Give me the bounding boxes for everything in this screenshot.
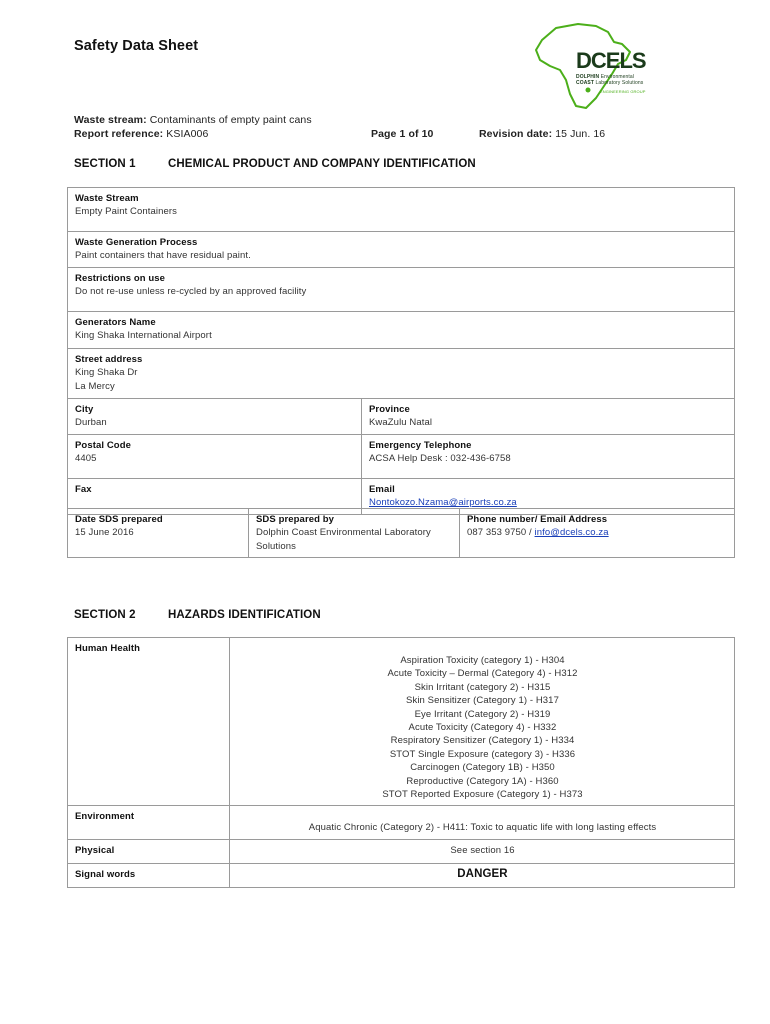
- section-1-title: CHEMICAL PRODUCT AND COMPANY IDENTIFICATION: [168, 158, 476, 170]
- logo-coast: COAST: [576, 80, 594, 86]
- hazard-item: Reproductive (Category 1A) - H360: [406, 775, 559, 787]
- generator-label: Generators Name: [75, 316, 156, 328]
- section-2-number: SECTION 2: [74, 609, 136, 621]
- report-reference-line: [74, 128, 208, 140]
- email-label: Email: [369, 483, 395, 495]
- postal-code-value: 4405: [75, 453, 97, 465]
- report-reference-value: KSIA006: [166, 128, 209, 140]
- hazard-item: Acute Toxicity (Category 4) - H332: [408, 722, 557, 734]
- section-1-table: [67, 187, 735, 399]
- hazard-item: Skin Irritant (category 2) - H315: [414, 681, 551, 693]
- emergency-telephone-label: Emergency Telephone: [369, 439, 472, 451]
- restrictions-label: Restrictions on use: [75, 272, 166, 284]
- signal-word-danger: DANGER: [457, 868, 508, 881]
- prepared-by-value: Dolphin Coast Environmental Laboratory Solutions: [256, 527, 431, 552]
- section-2-title: HAZARDS IDENTIFICATION: [168, 609, 321, 621]
- waste-stream-line: [74, 114, 312, 126]
- logo-dolphin: DOLPHIN: [576, 74, 600, 80]
- restrictions-cell: [68, 267, 735, 311]
- signal-words-label: Signal words: [75, 869, 136, 881]
- generator-value: King Shaka International Airport: [75, 330, 212, 342]
- environment-label-cell: [68, 806, 230, 840]
- section-2-table: [67, 637, 735, 888]
- phone-number: 087 353 9750 /: [467, 527, 532, 539]
- human-health-label-cell: [68, 638, 230, 806]
- dcels-logo: [526, 20, 666, 112]
- physical-value-cell: [230, 840, 735, 864]
- hazard-item: Acute Toxicity – Dermal (Category 4) - H312: [387, 668, 578, 680]
- hazard-item: STOT Reported Exposure (Category 1) - H373: [382, 789, 583, 801]
- date-prepared-cell: [68, 509, 249, 558]
- environment-value: Aquatic Chronic (Category 2) - H411: Toxic to aquatic life with long lasting effects: [308, 822, 657, 834]
- environment-label: Environment: [75, 811, 135, 823]
- environment-value-cell: [230, 806, 735, 840]
- logo-tagline: ENGINEERING GROUP: [600, 89, 646, 94]
- waste-stream-field-label: Waste Stream: [75, 193, 139, 204]
- waste-stream-value: Contaminants of empty paint cans: [149, 114, 312, 126]
- restrictions-value: Do not re-use unless re-cycled by an approved facility: [75, 286, 307, 298]
- hazard-item: STOT Single Exposure (category 3) - H336: [389, 748, 576, 760]
- human-health-items-cell: [230, 638, 735, 806]
- generator-cell: [68, 311, 735, 348]
- logo-lab-solutions: Laboratory Solutions: [595, 80, 644, 86]
- fax-label: Fax: [75, 483, 92, 495]
- logo-brand: DCELS: [576, 48, 646, 73]
- prepared-by-label: SDS prepared by: [256, 514, 335, 525]
- physical-value: See section 16: [450, 845, 515, 857]
- section-1-contact-table: [67, 398, 735, 515]
- emergency-telephone-cell: [362, 434, 735, 478]
- signal-words-value-cell: [230, 864, 735, 888]
- postal-code-cell: [68, 434, 362, 478]
- hazard-item: Eye Irritant (Category 2) - H319: [414, 708, 551, 720]
- city-cell: [68, 399, 362, 435]
- phone-email-label: Phone number/ Email Address: [467, 514, 608, 525]
- info-email-link[interactable]: info@dcels.co.za: [534, 527, 609, 539]
- hazard-item: Carcinogen (Category 1B) - H350: [410, 762, 555, 774]
- generation-process-label: Waste Generation Process: [75, 237, 198, 248]
- report-reference-label: Report reference:: [74, 128, 164, 140]
- revision-date-value: 15 Jun. 16: [555, 128, 606, 140]
- phone-email-value-line: [467, 526, 728, 539]
- email-link[interactable]: Nontokozo.Nzama@airports.co.za: [369, 497, 517, 509]
- waste-stream-label: Waste stream:: [74, 114, 147, 126]
- page-number: Page 1 of 10: [371, 128, 434, 140]
- logo-environmental: Environmental: [600, 74, 634, 80]
- street-address-line-1: King Shaka Dr: [75, 367, 138, 379]
- phone-email-cell: [460, 509, 735, 558]
- physical-label-cell: [68, 840, 230, 864]
- city-label: City: [75, 404, 94, 415]
- document-title: Safety Data Sheet: [74, 38, 199, 54]
- prepared-by-cell: [249, 509, 460, 558]
- postal-code-label: Postal Code: [75, 439, 131, 451]
- hazard-item: Respiratory Sensitizer (Category 1) - H334: [390, 735, 575, 747]
- hazard-item: Aspiration Toxicity (category 1) - H304: [400, 655, 565, 666]
- section-1-prepared-table: [67, 508, 735, 558]
- date-prepared-value: 15 June 2016: [75, 527, 134, 539]
- waste-stream-field-value: Empty Paint Containers: [75, 206, 177, 218]
- street-address-line-2: La Mercy: [75, 380, 115, 392]
- province-cell: [362, 399, 735, 435]
- revision-date-label: Revision date:: [479, 128, 553, 140]
- date-prepared-label: Date SDS prepared: [75, 514, 163, 525]
- street-address-cell: [68, 348, 735, 398]
- physical-label: Physical: [75, 845, 115, 857]
- signal-words-label-cell: [68, 864, 230, 888]
- human-health-label: Human Health: [75, 643, 141, 654]
- revision-date-line: [479, 128, 605, 140]
- province-value: KwaZulu Natal: [369, 417, 433, 429]
- generation-process-value: Paint containers that have residual paint.: [75, 250, 251, 262]
- province-label: Province: [369, 404, 410, 415]
- waste-stream-cell: [68, 188, 735, 232]
- section-1-number: SECTION 1: [74, 158, 136, 170]
- street-address-label: Street address: [75, 353, 143, 365]
- emergency-telephone-value: ACSA Help Desk : 032-436-6758: [369, 453, 511, 465]
- hazard-item: Skin Sensitizer (Category 1) - H317: [406, 695, 559, 707]
- city-value: Durban: [75, 417, 107, 429]
- generation-process-cell: [68, 232, 735, 268]
